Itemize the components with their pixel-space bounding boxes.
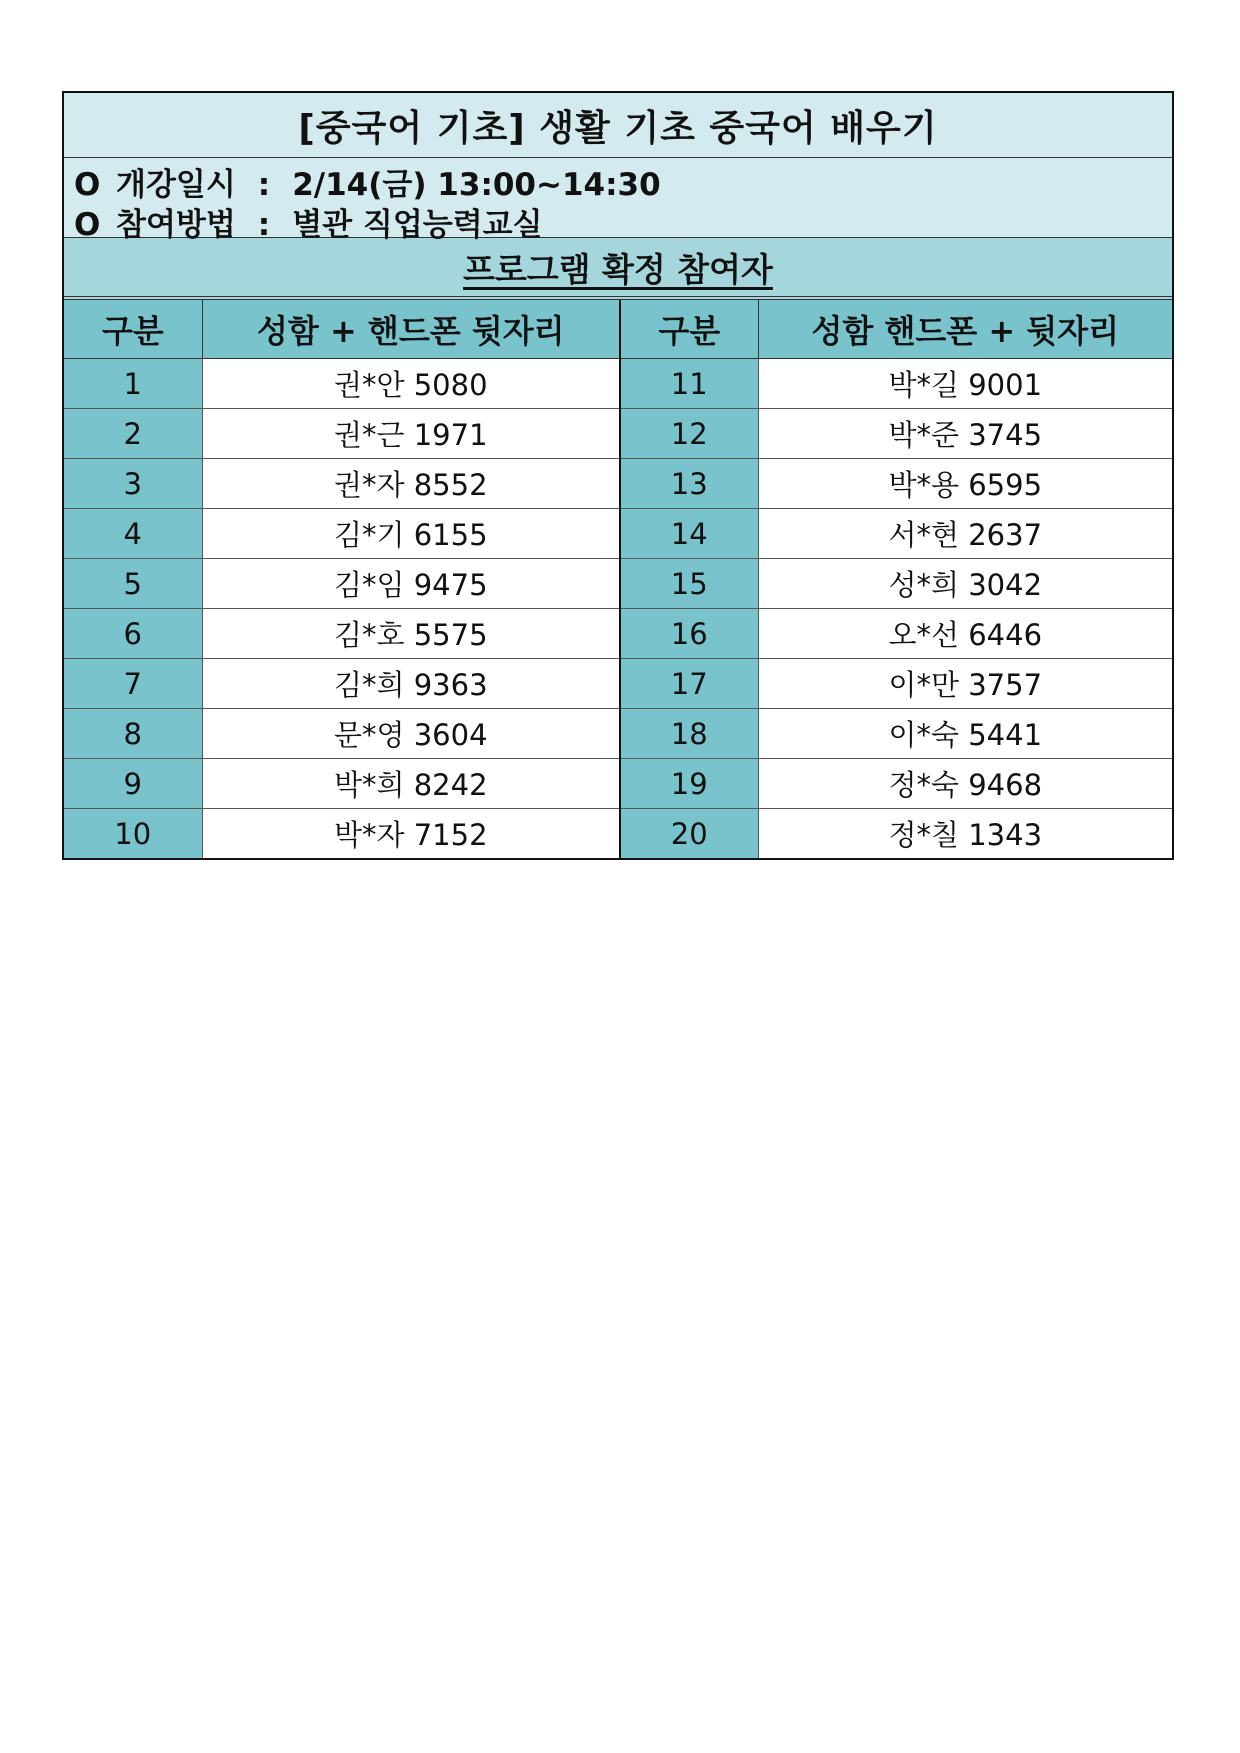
row-number-cell: 16 — [620, 609, 758, 659]
row-number-cell: 17 — [620, 659, 758, 709]
row-number-cell: 20 — [620, 809, 758, 859]
participant-cell: 정*칠 1343 — [758, 809, 1172, 859]
participant-sheet — [62, 91, 1174, 860]
info-label: 개강일시 — [116, 167, 236, 203]
participant-cell: 김*임 9475 — [202, 559, 620, 609]
table-row — [64, 609, 1172, 659]
info-bullet: O — [74, 207, 101, 243]
row-number-cell: 1 — [64, 359, 202, 409]
participant-cell: 이*숙 5441 — [758, 709, 1172, 759]
participant-cell: 이*만 3757 — [758, 659, 1172, 709]
table-body — [64, 359, 1172, 859]
row-number-cell: 3 — [64, 459, 202, 509]
table-row — [64, 809, 1172, 859]
column-header-no: 구분 — [620, 300, 758, 359]
table-row — [64, 559, 1172, 609]
row-number-cell: 5 — [64, 559, 202, 609]
info-value: 별관 직업능력교실 — [292, 207, 543, 243]
row-number-cell: 11 — [620, 359, 758, 409]
participant-table — [64, 300, 1172, 858]
info-value: 2/14(금) 13:00~14:30 — [292, 167, 661, 203]
participant-cell: 서*현 2637 — [758, 509, 1172, 559]
column-header-no: 구분 — [64, 300, 202, 359]
info-bullet: O — [74, 167, 101, 203]
participant-cell: 성*희 3042 — [758, 559, 1172, 609]
row-number-cell: 18 — [620, 709, 758, 759]
table-row — [64, 659, 1172, 709]
row-number-cell: 13 — [620, 459, 758, 509]
column-header-name: 성함 핸드폰 + 뒷자리 — [758, 300, 1172, 359]
table-row — [64, 459, 1172, 509]
participant-cell: 정*숙 9468 — [758, 759, 1172, 809]
participant-cell: 박*자 7152 — [202, 809, 620, 859]
row-number-cell: 6 — [64, 609, 202, 659]
participant-cell: 박*용 6595 — [758, 459, 1172, 509]
participant-cell: 문*영 3604 — [202, 709, 620, 759]
table-row — [64, 509, 1172, 559]
row-number-cell: 14 — [620, 509, 758, 559]
info-colon: : — [257, 167, 271, 203]
participant-cell: 김*기 6155 — [202, 509, 620, 559]
table-row — [64, 709, 1172, 759]
participant-cell: 박*길 9001 — [758, 359, 1172, 409]
row-number-cell: 19 — [620, 759, 758, 809]
participant-cell: 권*안 5080 — [202, 359, 620, 409]
table-row — [64, 409, 1172, 459]
document-title-row — [64, 93, 1172, 158]
info-block — [64, 158, 1172, 243]
info-line-date — [74, 164, 1160, 204]
participant-cell: 김*희 9363 — [202, 659, 620, 709]
document-title: [중국어 기초] 생활 기초 중국어 배우기 — [298, 107, 938, 149]
participant-cell: 박*준 3745 — [758, 409, 1172, 459]
row-number-cell: 15 — [620, 559, 758, 609]
participant-cell: 권*자 8552 — [202, 459, 620, 509]
table-header-row — [64, 300, 1172, 359]
participant-cell: 김*호 5575 — [202, 609, 620, 659]
row-number-cell: 9 — [64, 759, 202, 809]
row-number-cell: 7 — [64, 659, 202, 709]
row-number-cell: 12 — [620, 409, 758, 459]
section-header — [64, 238, 1172, 300]
table-row — [64, 759, 1172, 809]
row-number-cell: 8 — [64, 709, 202, 759]
column-header-name: 성함 + 핸드폰 뒷자리 — [202, 300, 620, 359]
row-number-cell: 4 — [64, 509, 202, 559]
participant-cell: 오*선 6446 — [758, 609, 1172, 659]
info-label: 참여방법 — [116, 207, 236, 243]
participant-cell: 권*근 1971 — [202, 409, 620, 459]
section-title: 프로그램 확정 참여자 — [463, 249, 773, 289]
table-row — [64, 359, 1172, 409]
info-colon: : — [257, 207, 271, 243]
row-number-cell: 10 — [64, 809, 202, 859]
participant-cell: 박*희 8242 — [202, 759, 620, 809]
row-number-cell: 2 — [64, 409, 202, 459]
